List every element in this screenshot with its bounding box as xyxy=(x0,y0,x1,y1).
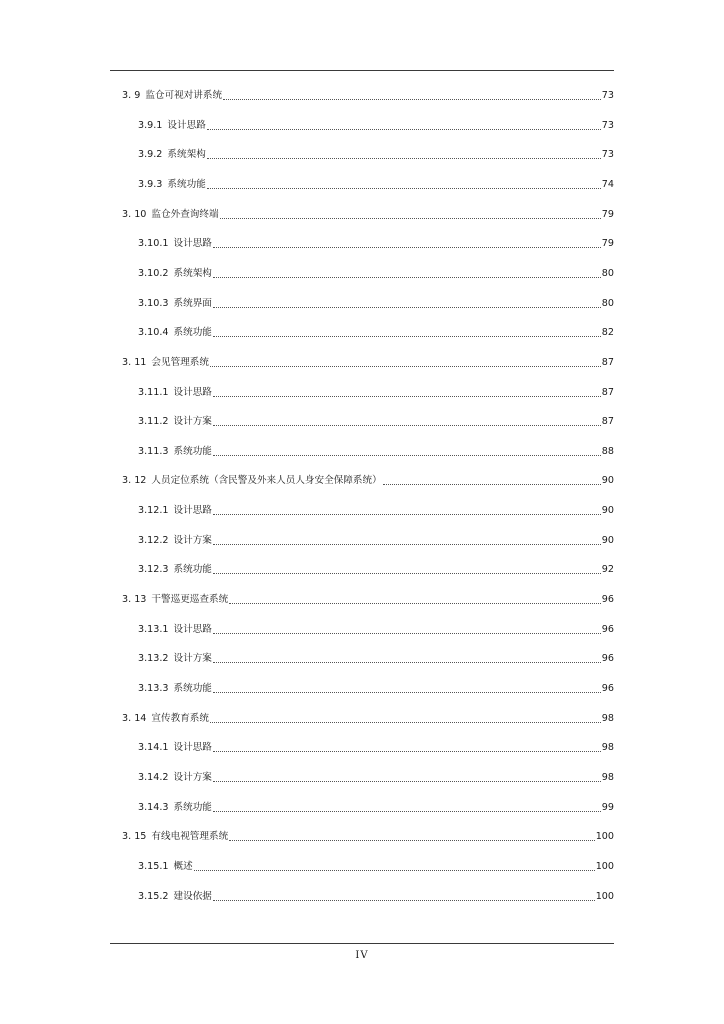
toc-subsection-entry[interactable] xyxy=(138,562,614,578)
toc-entry-number: 3. 11 xyxy=(122,356,147,368)
toc-entry-page-number: 73 xyxy=(601,119,614,131)
toc-entry-number: 3. 13 xyxy=(122,594,147,606)
toc-dot-leader xyxy=(210,722,601,723)
toc-entry-title: 设计思路 xyxy=(167,119,206,131)
toc-subsection-entry[interactable] xyxy=(138,385,614,401)
toc-dot-leader xyxy=(213,307,601,308)
toc-entry-page-number: 100 xyxy=(595,860,614,872)
toc-subsection-entry[interactable] xyxy=(138,444,614,460)
toc-subsection-entry[interactable] xyxy=(138,651,614,667)
toc-entry-title: 系统功能 xyxy=(173,327,212,339)
toc-entry-number: 3.14.1 xyxy=(138,742,169,754)
toc-entry-title: 干警巡更巡查系统 xyxy=(151,594,229,606)
toc-dot-leader xyxy=(213,455,601,456)
toc-entry-number: 3.15.2 xyxy=(138,890,169,902)
toc-entry-number: 3.13.2 xyxy=(138,653,169,665)
toc-entry-title: 设计思路 xyxy=(173,505,212,517)
toc-subsection-entry[interactable] xyxy=(138,622,614,638)
toc-entry-title: 有线电视管理系统 xyxy=(151,831,229,843)
toc-entry-page-number: 88 xyxy=(601,445,614,457)
toc-dot-leader xyxy=(213,900,595,901)
toc-section-entry[interactable] xyxy=(122,88,614,104)
toc-subsection-entry[interactable] xyxy=(138,177,614,193)
toc-dot-leader xyxy=(207,158,601,159)
toc-entry-number: 3.10.1 xyxy=(138,238,169,250)
toc-dot-leader xyxy=(213,544,601,545)
toc-entry-page-number: 96 xyxy=(601,683,614,694)
toc-section-entry[interactable] xyxy=(122,355,614,371)
toc-subsection-entry[interactable] xyxy=(138,681,614,697)
toc-entry-number: 3.12.1 xyxy=(138,505,169,517)
toc-entry-title: 系统界面 xyxy=(173,297,212,309)
toc-dot-leader xyxy=(213,573,601,574)
toc-entry-number: 3. 10 xyxy=(122,208,147,220)
toc-dot-leader xyxy=(213,425,601,426)
toc-entry-number: 3.11.3 xyxy=(138,445,169,457)
header-rule xyxy=(110,70,614,71)
toc-entry-title: 系统功能 xyxy=(173,445,212,457)
toc-entry-title: 系统架构 xyxy=(167,149,206,161)
toc-dot-leader xyxy=(213,633,601,634)
footer-page-number: IV xyxy=(355,950,369,961)
toc-dot-leader xyxy=(223,99,601,100)
toc-entry-number: 3.13.1 xyxy=(138,623,169,635)
toc-entry-title: 建设依据 xyxy=(173,890,212,902)
toc-subsection-entry[interactable] xyxy=(138,770,614,786)
toc-subsection-entry[interactable] xyxy=(138,325,614,341)
footer-rule xyxy=(110,943,614,944)
toc-entry-page-number: 98 xyxy=(601,771,614,783)
toc-entry-title: 会见管理系统 xyxy=(151,356,209,368)
toc-dot-leader xyxy=(213,781,601,782)
toc-dot-leader xyxy=(213,277,601,278)
toc-entry-page-number: 79 xyxy=(601,238,614,250)
toc-entry-number: 3.9.1 xyxy=(138,119,163,131)
toc-subsection-entry[interactable] xyxy=(138,147,614,163)
toc-entry-number: 3.9.2 xyxy=(138,149,163,161)
toc-entry-page-number: 90 xyxy=(601,534,614,546)
toc-entry-title: 系统功能 xyxy=(173,564,212,576)
toc-entry-page-number: 87 xyxy=(601,356,614,368)
toc-dot-leader xyxy=(229,603,601,604)
toc-entry-number: 3. 15 xyxy=(122,831,147,843)
toc-entry-number: 3.9.3 xyxy=(138,178,163,190)
toc-entry-title: 设计思路 xyxy=(173,742,212,754)
toc-entry-title: 系统功能 xyxy=(167,178,206,190)
toc-section-entry[interactable] xyxy=(122,473,614,489)
toc-entry-title: 设计方案 xyxy=(173,653,212,665)
toc-entry-title: 设计思路 xyxy=(173,386,212,398)
toc-entry-title: 监仓可视对讲系统 xyxy=(145,90,223,101)
toc-entry-page-number: 92 xyxy=(601,564,614,576)
toc-dot-leader xyxy=(210,366,601,367)
toc-subsection-entry[interactable] xyxy=(138,800,614,816)
toc-entry-number: 3.11.1 xyxy=(138,386,169,398)
toc-entry-page-number: 82 xyxy=(601,327,614,339)
toc-entry-number: 3.14.2 xyxy=(138,771,169,783)
toc-dot-leader xyxy=(213,692,601,693)
toc-entry-page-number: 73 xyxy=(601,90,614,101)
toc-entry-page-number: 100 xyxy=(595,890,614,902)
toc-entry-number: 3. 12 xyxy=(122,475,147,487)
toc-entry-title: 设计方案 xyxy=(173,771,212,783)
toc-entry-number: 3.15.1 xyxy=(138,860,169,872)
toc-entry-page-number: 87 xyxy=(601,386,614,398)
toc-dot-leader xyxy=(213,514,601,515)
toc-dot-leader xyxy=(213,811,601,812)
toc-entry-page-number: 90 xyxy=(601,475,614,487)
toc-entry-number: 3.10.4 xyxy=(138,327,169,339)
toc-entry-title: 设计方案 xyxy=(173,416,212,428)
toc-entry-number: 3.12.2 xyxy=(138,534,169,546)
toc-dot-leader xyxy=(213,662,601,663)
toc-subsection-entry[interactable] xyxy=(138,859,614,875)
toc-section-entry[interactable] xyxy=(122,592,614,608)
toc-entry-page-number: 90 xyxy=(601,505,614,517)
toc-subsection-entry[interactable] xyxy=(138,533,614,549)
toc-entry-number: 3.13.3 xyxy=(138,683,169,694)
toc-entry-page-number: 98 xyxy=(601,742,614,754)
toc-entry-page-number: 74 xyxy=(601,178,614,190)
toc-dot-leader xyxy=(213,336,601,337)
toc-entry-title: 设计思路 xyxy=(173,623,212,635)
toc-dot-leader xyxy=(213,751,601,752)
toc-entry-number: 3.11.2 xyxy=(138,416,169,428)
toc-dot-leader xyxy=(213,247,601,248)
toc-entry-page-number: 96 xyxy=(601,623,614,635)
toc-section-entry[interactable] xyxy=(122,829,614,845)
toc-subsection-entry[interactable] xyxy=(138,118,614,134)
toc-subsection-entry[interactable] xyxy=(138,296,614,312)
toc-entry-page-number: 100 xyxy=(595,831,614,843)
toc-entry-title: 宣传教育系统 xyxy=(151,712,209,724)
toc-subsection-entry[interactable] xyxy=(138,740,614,756)
toc-entry-number: 3. 14 xyxy=(122,712,147,724)
toc-entry-number: 3.10.3 xyxy=(138,297,169,309)
toc-dot-leader xyxy=(213,396,601,397)
toc-section-entry[interactable] xyxy=(122,207,614,223)
toc-entry-page-number: 79 xyxy=(601,208,614,220)
toc-dot-leader xyxy=(207,188,601,189)
toc-dot-leader xyxy=(220,218,601,219)
toc-section-entry[interactable] xyxy=(122,711,614,727)
toc-entry-page-number: 96 xyxy=(601,653,614,665)
toc-entry-title: 概述 xyxy=(173,860,193,872)
toc-subsection-entry[interactable] xyxy=(138,236,614,252)
toc-entry-title: 监仓外查询终端 xyxy=(151,208,219,220)
toc-entry-title: 系统功能 xyxy=(173,683,212,694)
toc-dot-leader xyxy=(194,870,595,871)
toc-entry-number: 3.12.3 xyxy=(138,564,169,576)
toc-entry-title: 设计方案 xyxy=(173,534,212,546)
toc-entry-number: 3.14.3 xyxy=(138,801,169,813)
toc-dot-leader xyxy=(383,484,601,485)
toc-dot-leader xyxy=(207,129,601,130)
toc-entry-number: 3. 9 xyxy=(122,90,141,101)
toc-entry-number: 3.10.2 xyxy=(138,267,169,279)
toc-entry-title: 人员定位系统（含民警及外来人员人身安全保障系统） xyxy=(151,475,382,487)
toc-entry-page-number: 99 xyxy=(601,801,614,813)
toc-subsection-entry[interactable] xyxy=(138,414,614,430)
toc-entry-page-number: 80 xyxy=(601,297,614,309)
toc-entry-page-number: 96 xyxy=(601,594,614,606)
toc-entry-page-number: 98 xyxy=(601,712,614,724)
toc-entry-page-number: 80 xyxy=(601,267,614,279)
toc-entry-page-number: 87 xyxy=(601,416,614,428)
toc-subsection-entry[interactable] xyxy=(138,266,614,282)
toc-entry-title: 系统架构 xyxy=(173,267,212,279)
toc-entry-title: 系统功能 xyxy=(173,801,212,813)
toc-dot-leader xyxy=(229,840,595,841)
toc-entry-title: 设计思路 xyxy=(173,238,212,250)
toc-subsection-entry[interactable] xyxy=(138,503,614,519)
toc-entry-page-number: 73 xyxy=(601,149,614,161)
toc-subsection-entry[interactable] xyxy=(138,889,614,905)
